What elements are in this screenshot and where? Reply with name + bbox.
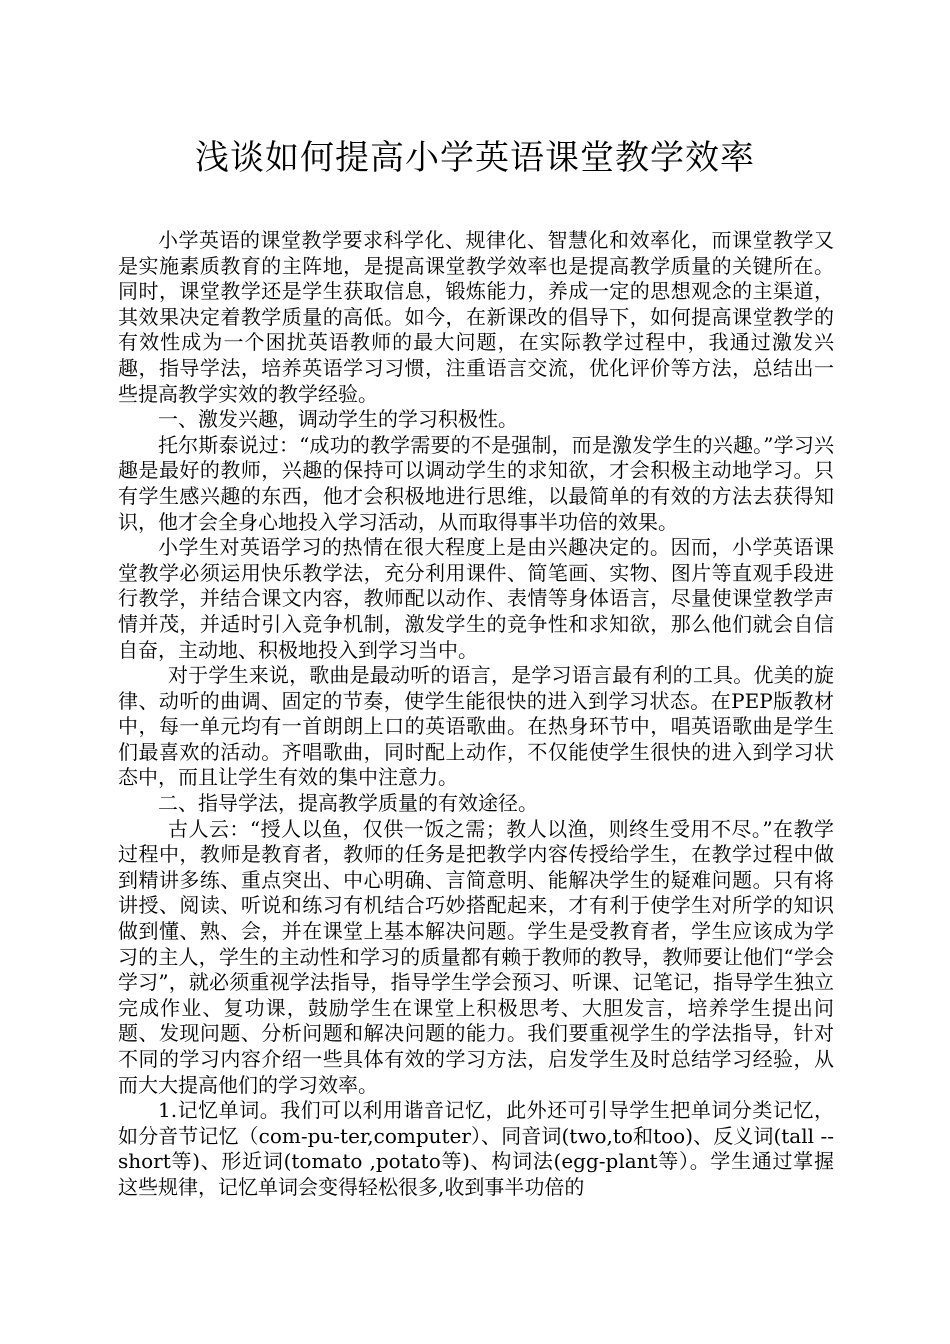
paragraph-tolstoy-quote: 托尔斯泰说过：“成功的教学需要的不是强制，而是激发学生的兴趣。”学习兴趣是最好的教师，兴趣的保持可以调动学生的求知欲，才会积极主动地学习。只有学生感兴趣的东西，他才会积极地进行思维，以最简单的有效的方法去获得知识，他才会全身心地投入学习活动，从而取得事半功倍的效果。 (118, 432, 834, 534)
section-heading-1: 一、激发兴趣，调动学生的学习积极性。 (158, 407, 518, 432)
section-heading-2: 二、指导学法，提高教学质量的有效途径。 (158, 791, 538, 816)
paragraph-intro: 小学英语的课堂教学要求科学化、规律化、智慧化和效率化，而课堂教学又是实施素质教育的主阵地，是提高课堂教学效率也是提高教学质量的关键所在。同时，课堂教学还是学生获取信息，锻炼能力，养成一定的思想观念的主渠道，其效果决定着教学质量的高低。如今，在新课改的倡导下，如何提高课堂教学的有效性成为一个困扰英语教师的最大问题，在实际教学过程中，我通过激发兴趣，指导学法，培养英语学习习惯，注重语言交流，优化评价等方法，总结出一些提高教学实效的教学经验。 (118, 228, 834, 406)
paragraph-vocabulary: 1.记忆单词。我们可以利用谐音记忆，此外还可引导学生把单词分类记忆，如分音节记忆（com-pu-ter,computer）、同音词(two,to和too)、反义词(tall --short等)、形近词(tomato ,potato等)、构词法(egg-plant等）。学生通过掌握这些规律，记忆单词会变得轻松很多,收到事半功倍的 (118, 1098, 834, 1199)
document-title: 浅谈如何提高小学英语课堂教学效率 (195, 138, 755, 178)
paragraph-study-methods: 古人云：“授人以鱼，仅供一饭之需；教人以渔，则终生受用不尽。”在教学过程中，教师是教育者，教师的任务是把教学内容传授给学生，在教学过程中做到精讲多练、重点突出、中心明确、言简意明、能解决学生的疑难问题。只有将讲授、阅读、听说和练习有机结合巧妙搭配起来，才有利于使学生对所学的知识做到懂、熟、会，并在课堂上基本解决问题。学生是受教育者，学生应该成为学习的主人，学生的主动性和学习的质量都有赖于教师的教导，教师要让他们“学会学习”，就必须重视学法指导，指导学生学会预习、听课、记笔记，指导学生独立完成作业、复功课，鼓励学生在课堂上积极思考、大胆发言，培养学生提出问题、发现问题、分析问题和解决问题的能力。我们要重视学生的学法指导，针对不同的学习内容介绍一些具体有效的学习方法，启发学生及时总结学习经验，从而大大提高他们的学习效率。 (118, 816, 834, 1097)
paragraph-interest: 小学生对英语学习的热情在很大程度上是由兴趣决定的。因而，小学英语课堂教学必须运用快乐教学法，充分利用课件、简笔画、实物、图片等直观手段进行教学，并结合课文内容，教师配以动作、表情等身体语言，尽量使课堂教学声情并茂，并适时引入竞争机制，激发学生的竞争性和求知欲，那么他们就会自信自奋，主动地、积极地投入到学习当中。 (118, 535, 834, 662)
paragraph-songs: 对于学生来说，歌曲是最动听的语言，是学习语言最有利的工具。优美的旋律、动听的曲调、固定的节奏，使学生能很快的进入到学习状态。在PEP版教材中，每一单元均有一首朗朗上口的英语歌曲。在热身环节中，唱英语歌曲是学生们最喜欢的活动。齐唱歌曲，同时配上动作，不仅能使学生很快的进入到学习状态中，而且让学生有效的集中注意力。 (118, 663, 834, 790)
document-body (118, 228, 834, 1201)
